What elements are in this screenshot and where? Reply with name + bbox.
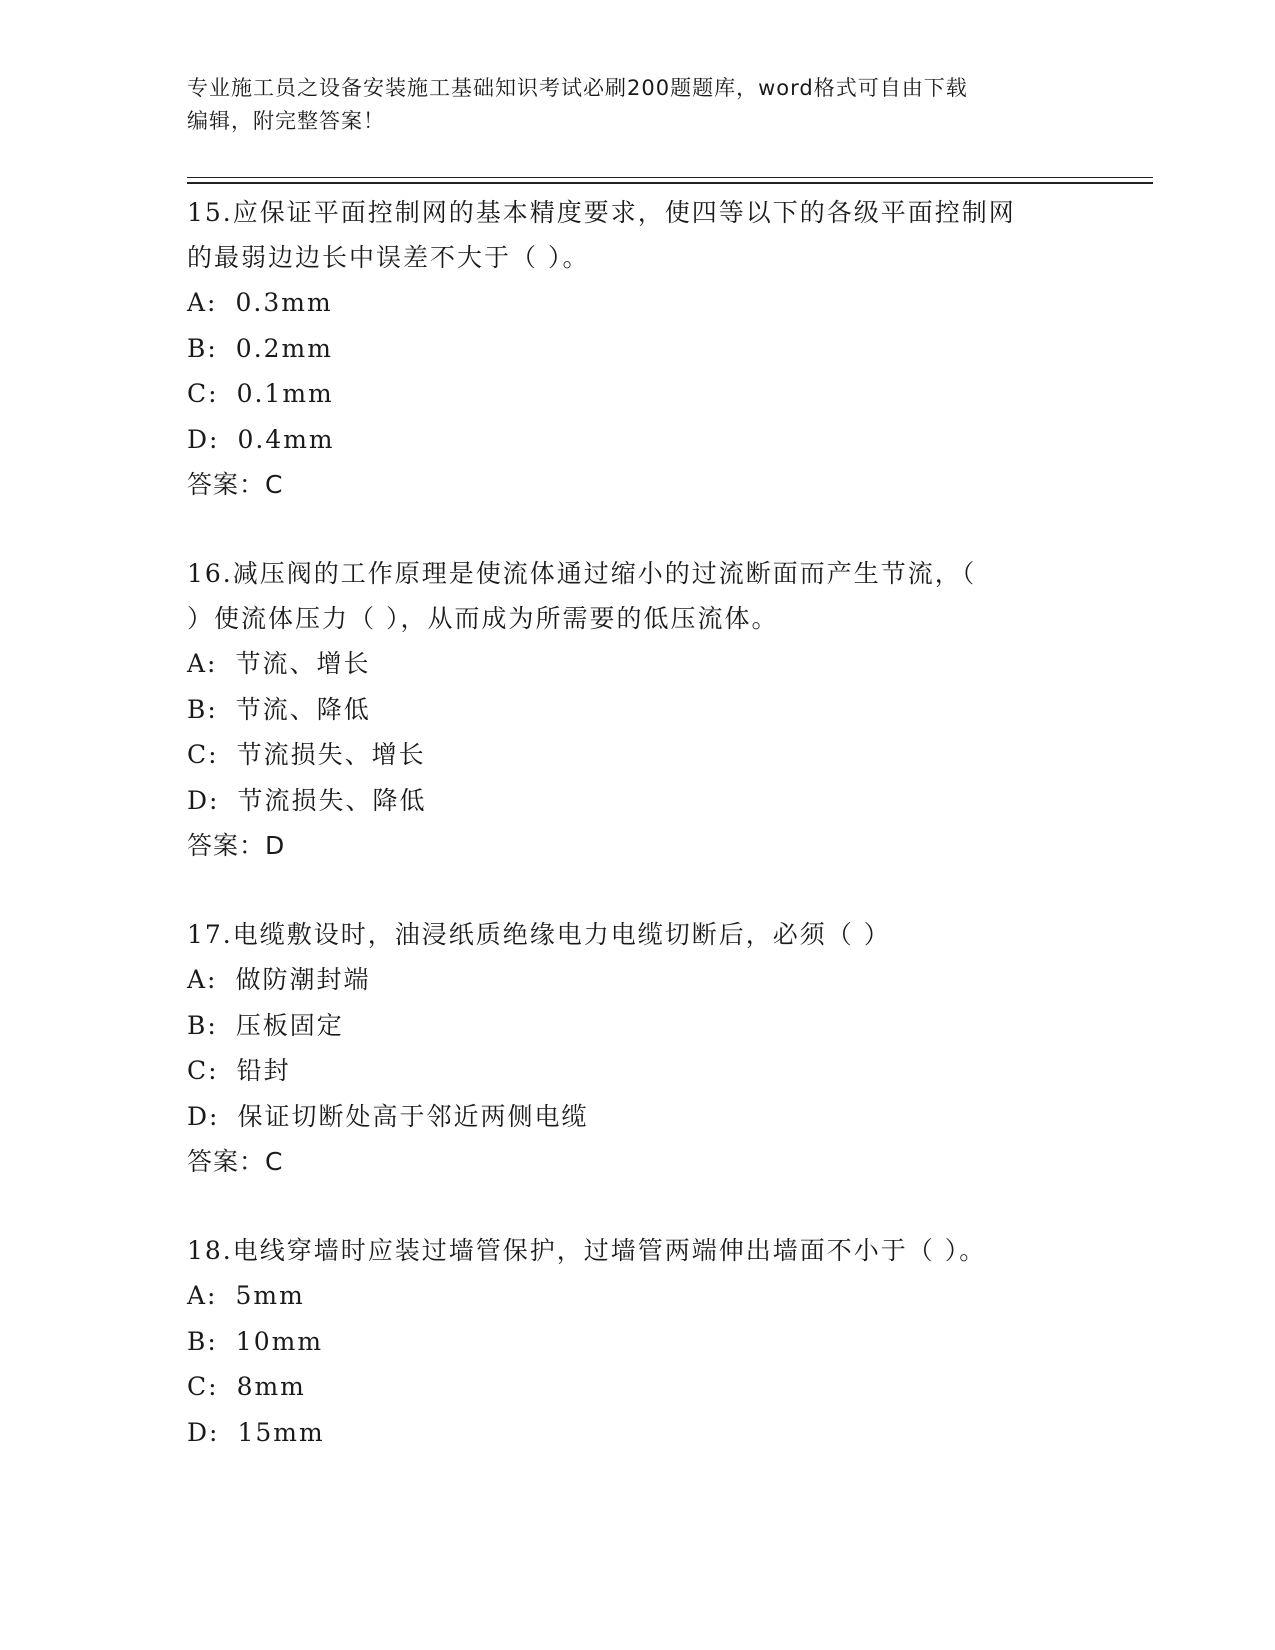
question-stem-line: ）使流体压力（ ），从而成为所需要的低压流体。 bbox=[187, 604, 779, 633]
option-text: 0.1mm bbox=[236, 379, 334, 408]
question-stem-line: 的最弱边边长中误差不大于（ ）。 bbox=[187, 243, 590, 272]
option-a bbox=[187, 957, 1087, 1003]
option-letter: C: bbox=[187, 1056, 219, 1085]
question-17 bbox=[187, 912, 1087, 1184]
option-text: 节流损失、降低 bbox=[237, 785, 427, 815]
option-text: 15mm bbox=[237, 1417, 325, 1447]
option-text: 做防潮封端 bbox=[235, 965, 371, 994]
option-a bbox=[187, 1273, 1087, 1319]
option-letter: B: bbox=[187, 333, 218, 363]
option-text: 节流损失、增长 bbox=[236, 740, 426, 769]
option-text: 5mm bbox=[235, 1281, 305, 1310]
header-title-line-1: 专业施工员之设备安装施工基础知识考试必刷200题题库，word格式可自由下载 bbox=[187, 76, 968, 100]
option-d bbox=[187, 778, 1087, 824]
option-c bbox=[187, 371, 1087, 417]
option-a bbox=[187, 280, 1087, 326]
header-divider-thick bbox=[187, 182, 1153, 184]
answer-label: 答案：C bbox=[187, 470, 284, 499]
option-b bbox=[187, 326, 1087, 372]
option-letter: D: bbox=[187, 1417, 220, 1447]
option-letter: A: bbox=[187, 1281, 218, 1310]
option-b bbox=[187, 687, 1087, 733]
option-text: 10mm bbox=[235, 1326, 324, 1356]
option-letter: A: bbox=[187, 965, 218, 994]
header-divider-thin bbox=[187, 177, 1153, 178]
question-stem bbox=[187, 190, 1087, 280]
option-b bbox=[187, 1003, 1087, 1049]
option-letter: C: bbox=[187, 740, 219, 769]
option-letter: C: bbox=[187, 379, 219, 408]
question-stem-line: 17.电缆敷设时，油浸纸质绝缘电力电缆切断后，必须（ ） bbox=[187, 920, 891, 949]
question-18 bbox=[187, 1228, 1087, 1455]
option-c bbox=[187, 732, 1087, 778]
option-text: 8mm bbox=[236, 1372, 306, 1401]
question-stem bbox=[187, 912, 1087, 957]
option-letter: D: bbox=[187, 785, 220, 815]
option-text: 铅封 bbox=[236, 1056, 291, 1085]
document-header bbox=[187, 72, 1067, 138]
option-text: 0.4mm bbox=[237, 424, 335, 454]
question-stem-line: 15.应保证平面控制网的基本精度要求，使四等以下的各级平面控制网 bbox=[187, 198, 1016, 227]
option-letter: B: bbox=[187, 694, 218, 724]
option-letter: B: bbox=[187, 1010, 218, 1040]
question-16 bbox=[187, 551, 1087, 868]
option-c bbox=[187, 1048, 1087, 1094]
option-letter: A: bbox=[187, 649, 218, 678]
header-title-line-2: 编辑，附完整答案！ bbox=[187, 109, 385, 133]
answer-label: 答案：D bbox=[187, 831, 286, 860]
option-letter: C: bbox=[187, 1372, 219, 1401]
option-letter: A: bbox=[187, 288, 218, 317]
question-stem-line: 16.减压阀的工作原理是使流体通过缩小的过流断面而产生节流，（ bbox=[187, 559, 977, 588]
question-stem bbox=[187, 1228, 1087, 1273]
question-15 bbox=[187, 190, 1087, 507]
option-letter: D: bbox=[187, 1101, 220, 1131]
option-text: 0.3mm bbox=[235, 288, 333, 317]
option-text: 压板固定 bbox=[235, 1010, 344, 1040]
question-stem-line: 18.电线穿墙时应装过墙管保护，过墙管两端伸出墙面不小于（ ）。 bbox=[187, 1236, 987, 1265]
option-letter: D: bbox=[187, 424, 220, 454]
option-text: 节流、降低 bbox=[235, 694, 371, 724]
answer-label: 答案：C bbox=[187, 1147, 284, 1176]
option-c bbox=[187, 1364, 1087, 1410]
question-stem bbox=[187, 551, 1087, 641]
option-b bbox=[187, 1319, 1087, 1365]
option-d bbox=[187, 417, 1087, 463]
option-a bbox=[187, 641, 1087, 687]
option-text: 0.2mm bbox=[235, 333, 333, 363]
option-d bbox=[187, 1410, 1087, 1456]
option-text: 节流、增长 bbox=[235, 649, 371, 678]
option-letter: B: bbox=[187, 1326, 218, 1356]
question-list bbox=[187, 190, 1087, 1499]
option-d bbox=[187, 1094, 1087, 1140]
option-text: 保证切断处高于邻近两侧电缆 bbox=[237, 1101, 589, 1131]
